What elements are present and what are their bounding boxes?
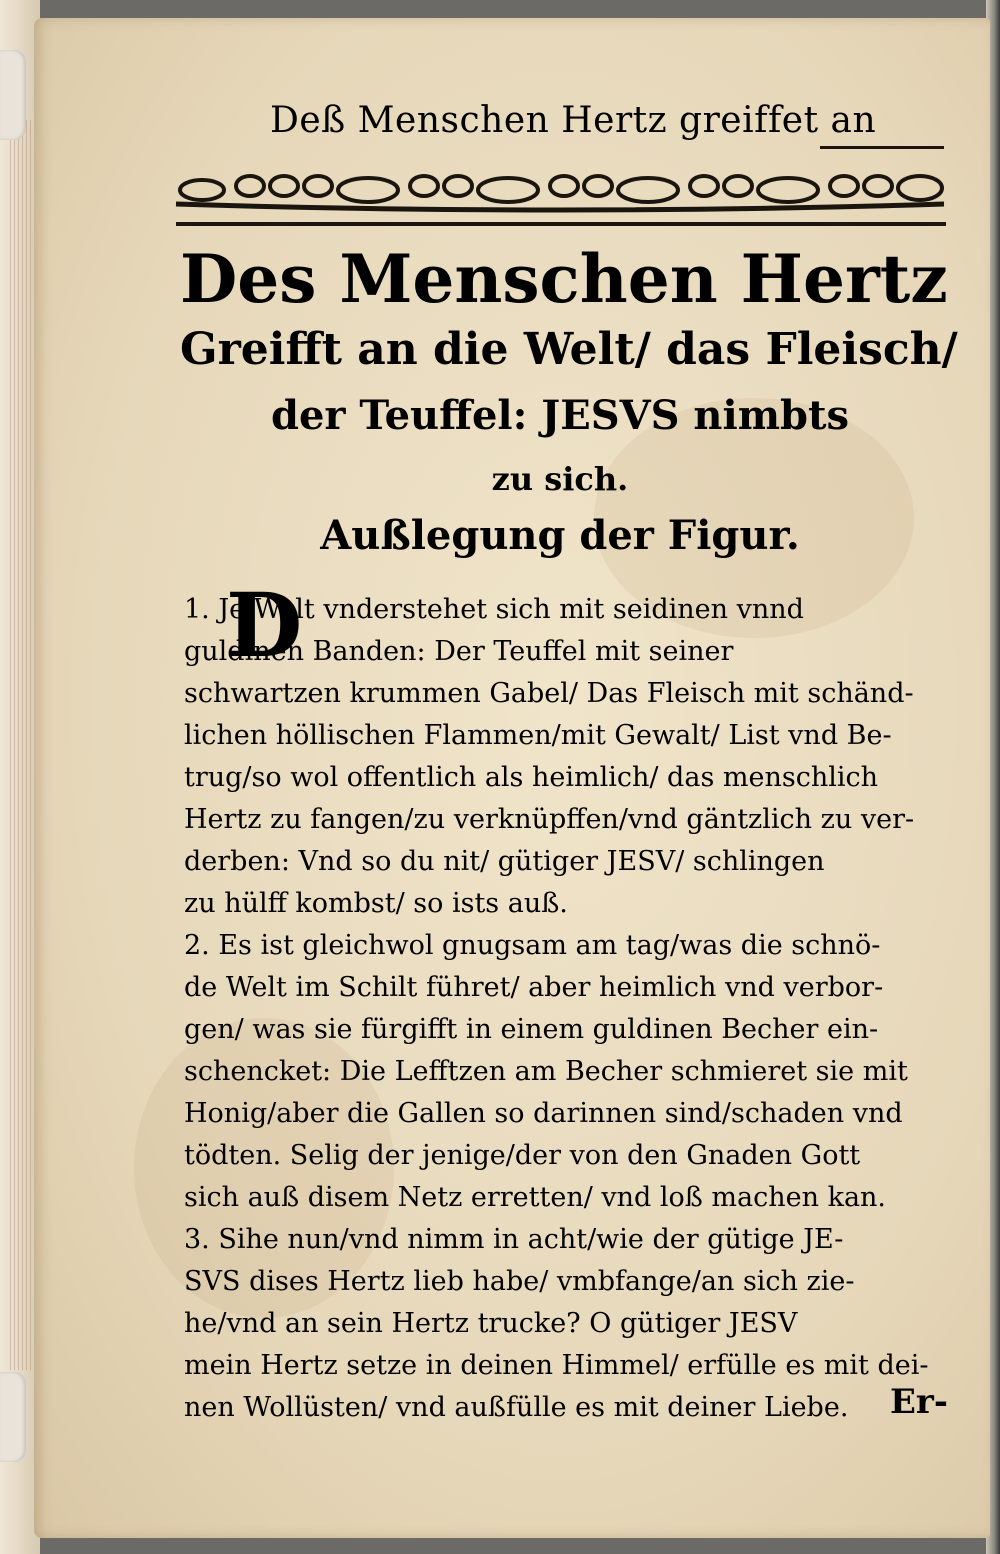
text-line: Hertz zu fangen/zu verknüpffen/vnd gäntzlich zu ver- [184, 804, 915, 835]
text-line: he/vnd an sein Hertz trucke? O gütiger JESV [184, 1308, 798, 1339]
text-line: lichen höllischen Flammen/mit Gewalt/ List vnd Be- [184, 720, 892, 751]
drop-capital: D [226, 573, 303, 677]
text-line: guldinen Banden: Der Teuffel mit seiner [184, 636, 734, 667]
text-line: trug/so wol offentlich als heimlich/ das menschlich [184, 762, 878, 793]
running-head: Deß Menschen Hertz greiffet an [270, 100, 877, 141]
text-line: derben: Vnd so du nit/ gütiger JESV/ schlingen [184, 846, 825, 877]
text-line: zu hülff kombst/ so ists auß. [184, 888, 568, 919]
text-line: de Welt im Schilt führet/ aber heimlich vnd verbor- [184, 972, 884, 1003]
head-rule [820, 146, 944, 149]
title-line-3: der Teuffel: JESVS nimbts [270, 392, 849, 439]
ornament-rule [176, 222, 946, 226]
section-heading: Außlegung der Figur. [320, 512, 800, 559]
text-line: sich auß disem Netz erretten/ vnd loß machen kan. [184, 1182, 887, 1213]
text-line: tödten. Selig der jenige/der von den Gnaden Gott [184, 1140, 861, 1171]
book-clasp-top [0, 50, 26, 140]
title-line-2: Greifft an die Welt/ das Fleisch/ [180, 324, 958, 375]
title-line-1: Des Menschen Hertz [180, 240, 948, 318]
book-clasp-bottom [0, 1372, 26, 1462]
text-line: 1. Je Welt vnderstehet sich mit seidinen vnnd [184, 594, 804, 625]
text-line: Honig/aber die Gallen so darinnen sind/schaden vnd [184, 1098, 903, 1129]
text-line: 3. Sihe nun/vnd nimm in acht/wie der gütige JE- [184, 1224, 844, 1255]
text-line: schencket: Die Lefftzen am Becher schmieret sie mit [184, 1056, 908, 1087]
text-line: SVS dises Hertz lieb habe/ vmbfange/an sich zie- [184, 1266, 855, 1297]
ornament-band [172, 160, 948, 220]
text-line: schwartzen krummen Gabel/ Das Fleisch mit schänd- [184, 678, 914, 709]
page-edges [10, 120, 32, 1370]
text-line: nen Wollüsten/ vnd außfülle es mit deiner Liebe. [184, 1392, 849, 1423]
text-line: mein Hertz setze in deinen Himmel/ erfülle es mit dei- [184, 1350, 929, 1381]
title-line-4: zu sich. [491, 460, 629, 498]
catchword: Er- [890, 1382, 948, 1422]
text-line: gen/ was sie fürgifft in einem guldinen Becher ein- [184, 1014, 879, 1045]
text-line: 2. Es ist gleichwol gnugsam am tag/was die schnö- [184, 930, 881, 961]
